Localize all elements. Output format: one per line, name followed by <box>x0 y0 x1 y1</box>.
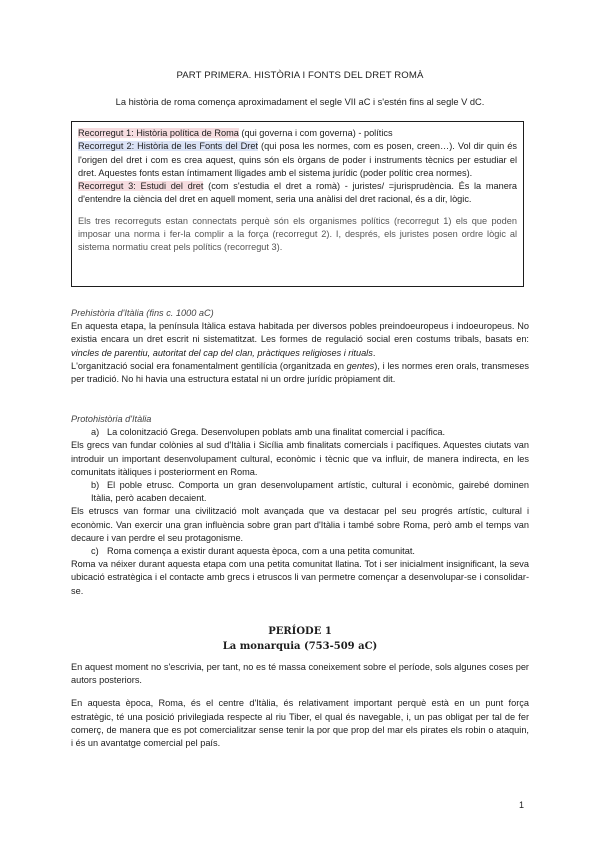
list-item-a <box>71 426 529 439</box>
protohistoria-section <box>71 413 529 598</box>
protohistoria-heading: Protohistòria d'Itàlia <box>71 414 152 424</box>
recorregut-3-text: (com s'estudia el dret a romà) - juristes/ =jurisprudència. És la manera d'entendre la ciència del dret en aquell moment, seria una anàlisi del dret racional, és a dir, lògic. <box>78 181 517 205</box>
list-text-a: La colonització Grega. Desenvolupen poblats amb una finalitat comercial i pacífica. <box>107 427 446 438</box>
list-text-b: El poble etrusc. Comporta un gran desenvolupament artístic, cultural i econòmic, gairebé dominen Itàlia, però acaben decaient. <box>91 480 529 504</box>
intro-line: La història de roma comença aproximadament el segle VII aC i s'estén fins al segle V dC. <box>115 97 485 107</box>
recorregut-1-label: Recorregut 1: Història política de Roma <box>78 128 239 138</box>
prehistoria-p1-text: En aquesta etapa, la península Itàlica estava habitada per diversos pobles preindoeuropeus i indoeuropeus. No existia encara un dret escrit ni sistematitzat. Les formes de regulació social eren costums tribals, basats en: <box>71 321 529 345</box>
recorreguts-box <box>71 121 524 287</box>
list-marker-b: b) <box>91 480 100 491</box>
recorregut-2 <box>78 140 517 180</box>
recorregut-1-text: (qui governa i com governa) - polítics <box>238 128 393 138</box>
period-heading <box>0 624 600 654</box>
recorregut-2-text: (qui posa les normes, com es posen, creen…). Vol dir quin és l'origen del dret i com es crea aquest, quins són els òrgans de poder i instruments tècnics per estudiar el dret. Aquestes fonts estan íntimament lligades amb el sistema jurídic (poder polític crea normes). <box>78 141 517 178</box>
period-number: PERÍODE 1 <box>268 626 332 637</box>
monarquia-section <box>71 661 529 750</box>
prehistoria-p2-emphasis: gentes <box>346 360 375 371</box>
recorregut-1 <box>78 127 517 140</box>
prehistoria-p2-end: ), i les normes eren orals, transmeses per tradició. No hi havia una estructura estatal ni un ordre jurídic pròpiament dit. <box>71 360 529 385</box>
prehistoria-p1-emphasis: vincles de parentiu, autoritat del cap del clan, pràctiques religioses i rituals <box>71 347 373 358</box>
prehistoria-heading: Prehistòria d'Itàlia (fins c. 1000 aC) <box>71 308 214 318</box>
prehistoria-paragraph-1 <box>71 320 529 360</box>
list-item-b <box>71 479 529 505</box>
page-number: 1 <box>518 800 524 810</box>
prehistoria-paragraph-2 <box>71 360 529 386</box>
monarquia-paragraph-1: En aquest moment no s'escrivia, per tant, no es té massa coneixement sobre el període, sols algunes coses per autors posteriors. <box>71 662 529 686</box>
protohistoria-paragraph-c: Roma va néixer durant aquesta etapa com una petita comunitat llatina. Tot i ser inicialment insignificant, la seva ubicació estratègica i el contacte amb grecs i etruscos li van permetre començar a desenvolupar-se i consolidar-se. <box>71 559 529 596</box>
recorregut-3 <box>78 180 517 207</box>
list-marker-c: c) <box>91 546 99 557</box>
monarquia-paragraph-2: En aquesta època, Roma, és el centre d'Itàlia, és relativament important perquè està en un punt força estratègic, té una posició privilegiada respecte al riu Tiber, el qual és navegable, i, un pas obligat per tal de fer comerç, de manera que es pot comercialitzar sense tenir la por que prop del mar els pirates els robin o ataquin, i és un avantatge comercial pel país. <box>71 698 529 749</box>
protohistoria-paragraph-a: Els grecs van fundar colònies al sud d'Itàlia i Sicília amb finalitats comercials i pacífiques. Aquestes ciutats van introduir un important desenvolupament cultural, econòmic i tècnic que va influir, de manera indirecta, en les comunitats itàliques i posteriorment en Roma. <box>71 440 529 477</box>
prehistoria-section <box>71 307 529 386</box>
list-text-c: Roma comença a existir durant aquesta època, com a una petita comunitat. <box>107 546 415 557</box>
recorregut-2-label: Recorregut 2: Història de les Fonts del Dret <box>78 141 259 152</box>
list-marker-a: a) <box>91 427 100 438</box>
list-item-c <box>71 545 529 558</box>
recorreguts-note: Els tres recorreguts estan connectats perquè són els organismes polítics (recorregut 1) els que poden imposar una norma i fer-la complir a la força (recorregut 2). I, després, els juristes posen ordre lògic al sistema normatiu creat pels polítics (recorregut 3). <box>78 215 517 253</box>
prehistoria-p1-end: . <box>372 347 376 358</box>
period-title: La monarquia (753-509 aC) <box>222 641 378 652</box>
protohistoria-paragraph-b: Els etruscs van formar una civilització molt avançada que va destacar pel seu progrés artístic, cultural i econòmic. Van exercir una gran influència sobre gran part d'Itàlia i també sobre Roma, però amb el temps van decaure i van perdre el seu protagonisme. <box>71 506 529 543</box>
recorregut-3-label: Recorregut 3: Estudi del dret <box>78 181 204 192</box>
page-title: PART PRIMERA. HISTÒRIA I FONTS DEL DRET ROMÀ <box>176 70 424 81</box>
prehistoria-p2-text: L'organització social era fonamentalment gentilícia (organitzada en <box>71 360 347 371</box>
